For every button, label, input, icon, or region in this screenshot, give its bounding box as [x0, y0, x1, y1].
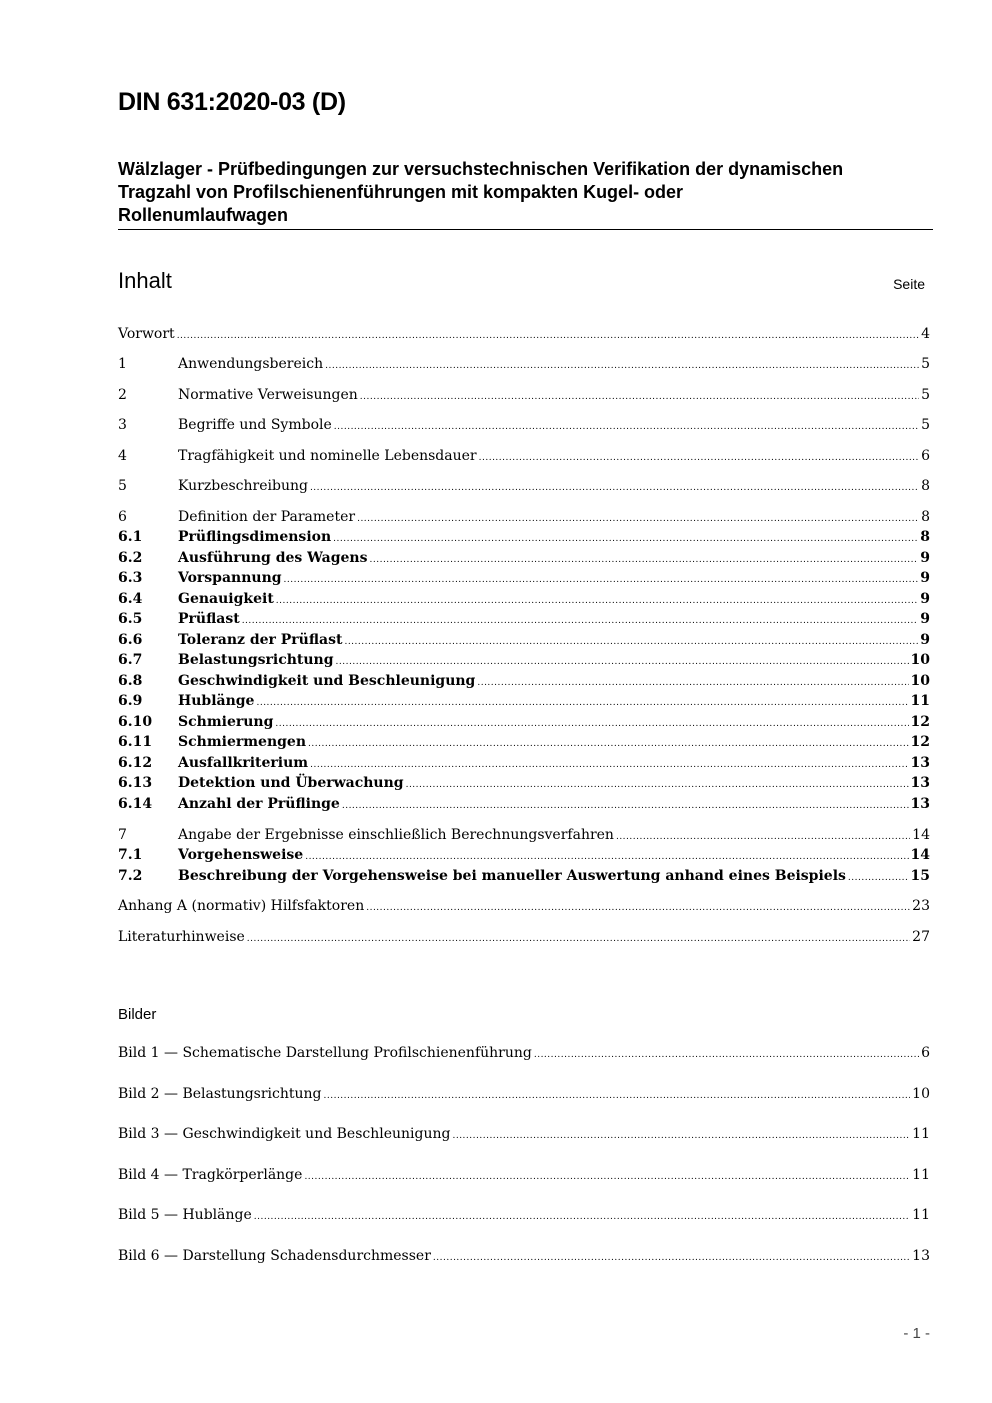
- toc-entry[interactable]: 6.2 Ausführung des Wagens ..... 9: [118, 550, 930, 570]
- toc-entry[interactable]: 5 Kurzbeschreibung ..... 8: [118, 478, 930, 498]
- toc-entry[interactable]: 6.11 Schmiermengen ..... 12: [118, 734, 930, 754]
- document-id: DIN 631:2020-03 (D): [118, 88, 346, 116]
- page-column-label: Seite: [893, 276, 925, 292]
- toc-entry[interactable]: 6.10 Schmierung ..... 12: [118, 714, 930, 734]
- toc-entry[interactable]: 7 Angabe der Ergebnisse einschließlich Berechnungsverfahren ..... 14: [118, 827, 930, 847]
- toc-entry[interactable]: Anhang A (normativ) Hilfsfaktoren ..... 23: [118, 898, 930, 918]
- toc-entry[interactable]: Literaturhinweise ..... 27: [118, 929, 930, 949]
- toc-heading: Inhalt: [118, 268, 172, 293]
- toc-entry[interactable]: 6.1 Prüflingsdimension ..... 8: [118, 529, 930, 549]
- toc-entry[interactable]: 3 Begriffe und Symbole ..... 5: [118, 417, 930, 437]
- title-divider: [118, 229, 933, 230]
- title-line: Tragzahl von Profilschienenführungen mit kompakten Kugel- oder: [118, 182, 684, 202]
- title-line: Wälzlager - Prüfbedingungen zur versuchstechnischen Verifikation der dynamischen: [118, 159, 844, 179]
- toc-entry[interactable]: 4 Tragfähigkeit und nominelle Lebensdauer ..... 6: [118, 448, 930, 468]
- page-number: - 1 -: [903, 1325, 930, 1342]
- toc-entry[interactable]: 6.14 Anzahl der Prüflinge ..... 13: [118, 796, 930, 816]
- toc-entry[interactable]: 6.13 Detektion und Überwachung ..... 13: [118, 775, 930, 795]
- figures-heading: Bilder: [118, 1006, 157, 1023]
- toc-entry[interactable]: 6.9 Hublänge ..... 11: [118, 693, 930, 713]
- figure-entry[interactable]: Bild 5 — Hublänge ..... 11: [118, 1207, 930, 1227]
- figure-entry[interactable]: Bild 4 — Tragkörperlänge ..... 11: [118, 1167, 930, 1187]
- toc-entry[interactable]: 6 Definition der Parameter ..... 8: [118, 509, 930, 529]
- toc-entry[interactable]: 6.7 Belastungsrichtung ..... 10: [118, 652, 930, 672]
- toc-entry[interactable]: 7.1 Vorgehensweise ..... 14: [118, 847, 930, 867]
- toc-entry[interactable]: 1 Anwendungsbereich ..... 5: [118, 356, 930, 376]
- toc-entry[interactable]: 6.12 Ausfallkriterium ..... 13: [118, 755, 930, 775]
- toc-entry[interactable]: 6.3 Vorspannung ..... 9: [118, 570, 930, 590]
- toc-entry[interactable]: 7.2 Beschreibung der Vorgehensweise bei manueller Auswertung anhand eines Beispiels ..... 15: [118, 868, 930, 888]
- figure-entry[interactable]: Bild 2 — Belastungsrichtung ..... 10: [118, 1086, 930, 1106]
- toc-entry[interactable]: 6.6 Toleranz der Prüflast ..... 9: [118, 632, 930, 652]
- document-title: [118, 158, 932, 227]
- toc-entry[interactable]: 6.5 Prüflast ..... 9: [118, 611, 930, 631]
- toc-entry[interactable]: 6.8 Geschwindigkeit und Beschleunigung ..... 10: [118, 673, 930, 693]
- title-line: Rollenumlaufwagen: [118, 205, 289, 225]
- figure-entry[interactable]: Bild 1 — Schematische Darstellung Profilschienenführung ..... 6: [118, 1045, 930, 1065]
- toc-entry[interactable]: 2 Normative Verweisungen ..... 5: [118, 387, 930, 407]
- figure-entry[interactable]: Bild 3 — Geschwindigkeit und Beschleunigung ..... 11: [118, 1126, 930, 1146]
- toc-entry[interactable]: Vorwort ..... 4: [118, 326, 930, 346]
- toc-entry[interactable]: 6.4 Genauigkeit ..... 9: [118, 591, 930, 611]
- figure-entry[interactable]: Bild 6 — Darstellung Schadensdurchmesser ..... 13: [118, 1248, 930, 1268]
